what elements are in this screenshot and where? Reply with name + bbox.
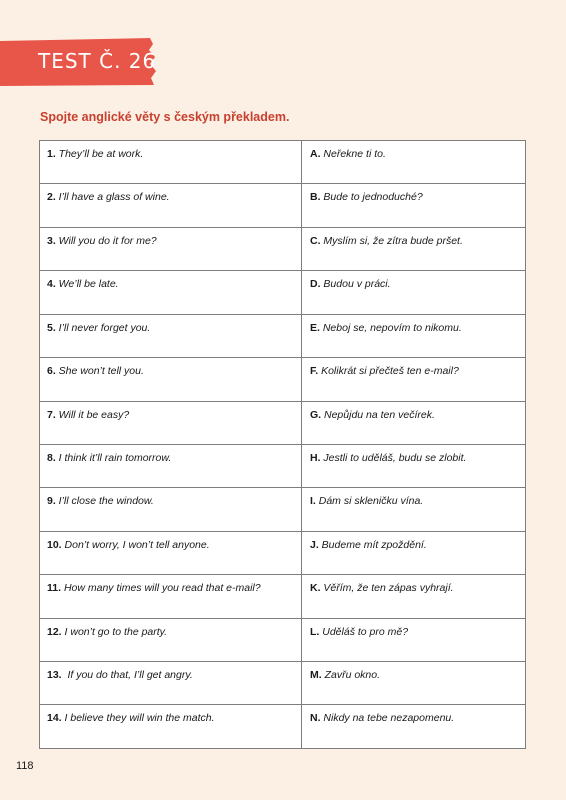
table-row	[40, 271, 526, 314]
table-row	[40, 141, 526, 184]
czech-translation-cell	[302, 184, 526, 227]
sentence-number: 5.	[47, 321, 56, 334]
translation-letter: K.	[310, 582, 321, 595]
sentence-number: 4.	[47, 278, 56, 291]
english-sentence-cell	[40, 401, 302, 444]
translation-letter: I.	[310, 495, 316, 508]
translation-letter: N.	[310, 712, 321, 725]
czech-translation: Nikdy na tebe nezapomenu.	[320, 712, 455, 725]
sentence-number: 14.	[47, 712, 62, 725]
english-sentence: If you do that, I’ll get angry.	[61, 669, 193, 682]
matching-table	[39, 140, 526, 749]
czech-translation: Bude to jednoduché?	[320, 191, 423, 204]
czech-translation-cell	[302, 575, 526, 618]
english-sentence-cell	[40, 184, 302, 227]
czech-translation-cell	[302, 531, 526, 574]
czech-translation-cell	[302, 618, 526, 661]
translation-letter: G.	[310, 408, 322, 421]
english-sentence-cell	[40, 227, 302, 270]
czech-translation: Neřekne ti to.	[320, 148, 386, 160]
translation-letter: A.	[310, 148, 321, 160]
czech-translation: Nepůjdu na ten večírek.	[321, 408, 435, 421]
translation-letter: D.	[310, 278, 321, 291]
table-row	[40, 401, 526, 444]
czech-translation: Neboj se, nepovím to nikomu.	[319, 321, 462, 334]
english-sentence-cell	[40, 358, 302, 401]
table-row	[40, 618, 526, 661]
czech-translation-cell	[302, 488, 526, 531]
english-sentence: They’ll be at work.	[55, 148, 144, 160]
translation-letter: L.	[310, 625, 320, 638]
table-row	[40, 531, 526, 574]
table-row	[40, 184, 526, 227]
english-sentence-cell	[40, 444, 302, 487]
english-sentence-cell	[40, 662, 302, 705]
page-title: TEST Č. 26	[38, 49, 157, 73]
english-sentence: We’ll be late.	[55, 278, 119, 291]
page-number: 118	[16, 760, 34, 772]
instruction-text: Spojte anglické věty s českým překladem.	[40, 110, 290, 124]
translation-letter: C.	[310, 234, 321, 247]
english-sentence-cell	[40, 141, 302, 184]
czech-translation: Zavřu okno.	[321, 669, 381, 682]
english-sentence: I’ll never forget you.	[55, 321, 151, 334]
czech-translation-cell	[302, 141, 526, 184]
translation-letter: J.	[310, 538, 319, 551]
table-row	[40, 227, 526, 270]
english-sentence: I’ll have a glass of wine.	[55, 191, 170, 204]
english-sentence: I think it’ll rain tomorrow.	[55, 451, 172, 464]
title-banner	[0, 38, 158, 86]
english-sentence-cell	[40, 531, 302, 574]
sentence-number: 7.	[47, 408, 56, 421]
table-row	[40, 444, 526, 487]
english-sentence: She won’t tell you.	[55, 365, 144, 378]
sentence-number: 12.	[47, 625, 62, 638]
sentence-number: 1.	[47, 148, 56, 160]
english-sentence: I won’t go to the party.	[61, 625, 168, 638]
table-row	[40, 575, 526, 618]
table-row	[40, 662, 526, 705]
czech-translation-cell	[302, 271, 526, 314]
czech-translation: Budou v práci.	[320, 278, 391, 291]
english-sentence: I’ll close the window.	[55, 495, 154, 508]
sentence-number: 9.	[47, 495, 56, 508]
english-sentence-cell	[40, 575, 302, 618]
english-sentence-cell	[40, 314, 302, 357]
translation-letter: E.	[310, 321, 320, 334]
english-sentence: Will you do it for me?	[55, 234, 157, 247]
sentence-number: 3.	[47, 234, 56, 247]
sentence-number: 10.	[47, 538, 62, 551]
czech-translation-cell	[302, 662, 526, 705]
table-row	[40, 488, 526, 531]
sentence-number: 11.	[47, 582, 62, 595]
sentence-number: 13.	[47, 669, 62, 682]
table-row	[40, 705, 526, 749]
sentence-number: 6.	[47, 365, 56, 378]
english-sentence: I believe they will win the match.	[61, 712, 215, 725]
czech-translation-cell	[302, 358, 526, 401]
czech-translation: Dám si skleničku vína.	[315, 495, 424, 508]
english-sentence-cell	[40, 705, 302, 749]
czech-translation-cell	[302, 227, 526, 270]
table-row	[40, 314, 526, 357]
translation-letter: H.	[310, 451, 321, 464]
czech-translation: Jestli to uděláš, budu se zlobit.	[320, 451, 467, 464]
czech-translation-cell	[302, 705, 526, 749]
english-sentence-cell	[40, 271, 302, 314]
sentence-number: 2.	[47, 191, 56, 204]
translation-letter: B.	[310, 191, 321, 204]
english-sentence-cell	[40, 618, 302, 661]
czech-translation: Kolikrát si přečteš ten e-mail?	[318, 365, 459, 378]
czech-translation-cell	[302, 401, 526, 444]
sentence-number: 8.	[47, 451, 56, 464]
english-sentence: How many times will you read that e-mail?	[61, 582, 261, 595]
czech-translation-cell	[302, 444, 526, 487]
english-sentence: Will it be easy?	[55, 408, 130, 421]
table-row	[40, 358, 526, 401]
english-sentence-cell	[40, 488, 302, 531]
czech-translation: Myslím si, že zítra bude pršet.	[320, 234, 463, 247]
czech-translation-cell	[302, 314, 526, 357]
czech-translation: Uděláš to pro mě?	[319, 625, 409, 638]
translation-letter: M.	[310, 669, 322, 682]
czech-translation: Budeme mít zpoždění.	[318, 538, 427, 551]
translation-letter: F.	[310, 365, 319, 378]
czech-translation: Věřím, že ten zápas vyhrají.	[320, 582, 454, 595]
english-sentence: Don’t worry, I won’t tell anyone.	[61, 538, 210, 551]
